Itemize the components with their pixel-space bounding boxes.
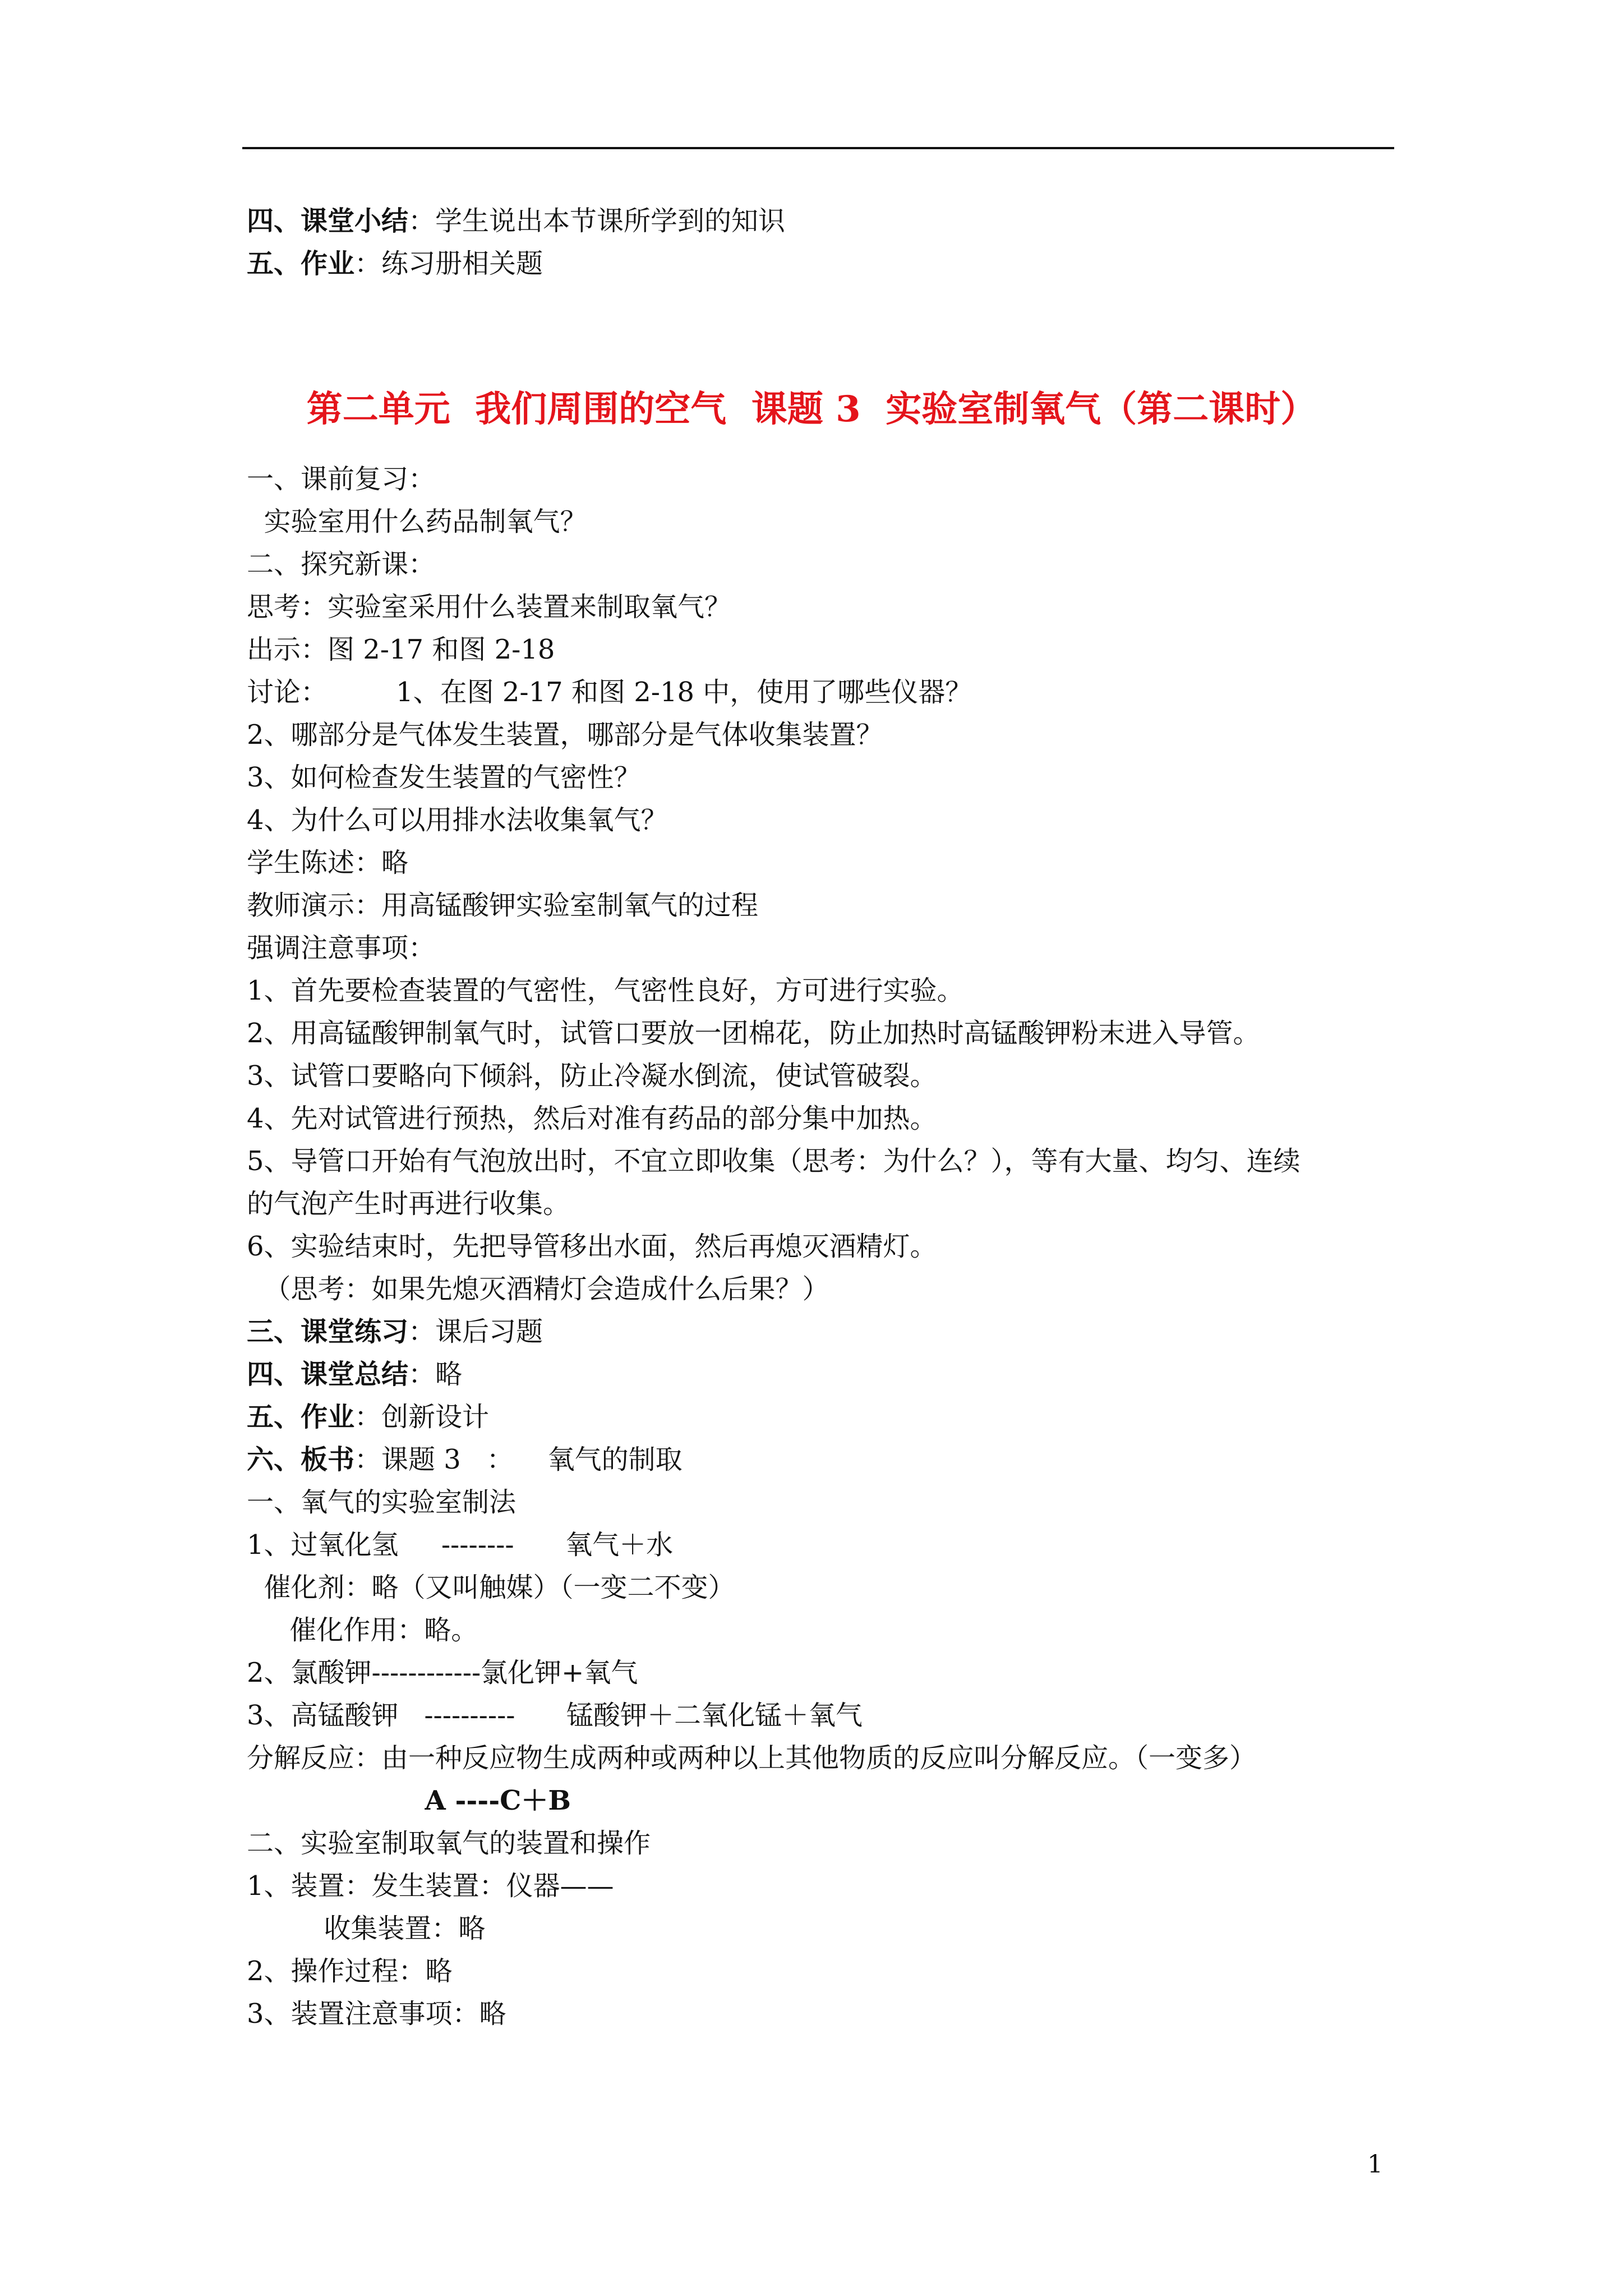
conclusion-text: ：略: [408, 1359, 463, 1390]
practice-line: [247, 1316, 543, 1347]
board-line: [247, 1444, 683, 1475]
body-line: 4、先对试管进行预热，然后对准有药品的部分集中加热。: [247, 1103, 937, 1134]
body-line: 6、实验结束时，先把导管移出水面，然后再熄灭酒精灯。: [247, 1231, 937, 1262]
body-line: 二、实验室制取氧气的装置和操作: [247, 1828, 651, 1859]
body-line: 强调注意事项：: [247, 932, 436, 964]
board-label: 六、板书: [247, 1444, 355, 1475]
body-line: 2、氯酸钾------------氯化钾+氧气: [247, 1657, 638, 1688]
homework-line: [247, 248, 543, 279]
reaction-formula: A ----C＋B: [247, 1785, 571, 1816]
assignment-line: [247, 1401, 489, 1433]
homework-label: 五、作业: [247, 248, 355, 279]
body-line: 催化剂：略（又叫触媒）（一变二不变）: [247, 1572, 735, 1603]
body-line: 的气泡产生时再进行收集。: [247, 1188, 570, 1220]
page-number: 1: [1367, 2150, 1383, 2179]
body-line: 2、用高锰酸钾制氧气时，试管口要放一团棉花，防止加热时高锰酸钾粉末进入导管。: [247, 1018, 1260, 1049]
body-line: 1、首先要检查装置的气密性，气密性良好，方可进行实验。: [247, 975, 964, 1006]
body-line: 5、导管口开始有气泡放出时，不宜立即收集（思考：为什么？），等有大量、均匀、连续: [247, 1145, 1301, 1177]
body-line: 催化作用：略。: [247, 1614, 478, 1646]
body-line: 1、过氧化氢 -------- 氧气＋水: [247, 1529, 674, 1561]
conclusion-line: [247, 1359, 462, 1390]
lesson-title: 第二单元 我们周围的空气 课题 3 实验室制氧气（第二课时）: [306, 388, 1317, 430]
summary-line: [247, 205, 785, 237]
assignment-text: ：创新设计: [354, 1401, 490, 1433]
body-line: 分解反应：由一种反应物生成两种或两种以上其他物质的反应叫分解反应。（一变多）: [247, 1742, 1257, 1774]
body-line: 一、课前复习：: [247, 463, 436, 495]
body-line: 出示：图 2-17 和图 2-18: [247, 634, 555, 665]
body-line: 1、装置：发生装置：仪器——: [247, 1870, 614, 1902]
body-line: 3、高锰酸钾 ---------- 锰酸钾＋二氧化锰＋氧气: [247, 1700, 863, 1731]
assignment-label: 五、作业: [247, 1401, 355, 1433]
body-line: 3、试管口要略向下倾斜，防止冷凝水倒流，使试管破裂。: [247, 1060, 937, 1092]
body-line: 讨论： 1、在图 2-17 和图 2-18 中，使用了哪些仪器？: [247, 677, 972, 708]
conclusion-label: 四、课堂总结: [247, 1359, 409, 1390]
summary-label: 四、课堂小结: [247, 205, 409, 237]
homework-text: ：练习册相关题: [354, 248, 543, 279]
header-rule: [242, 147, 1394, 149]
practice-text: ：课后习题: [408, 1316, 543, 1347]
body-line: 思考：实验室采用什么装置来制取氧气？: [247, 591, 732, 623]
summary-text: ：学生说出本节课所学到的知识: [408, 205, 786, 237]
body-line: 3、装置注意事项：略: [247, 1998, 506, 2030]
body-line: 2、操作过程：略: [247, 1955, 453, 1987]
board-text: ：课题 3 ： 氧气的制取: [354, 1444, 683, 1475]
body-line: 教师演示：用高锰酸钾实验室制氧气的过程: [247, 890, 759, 921]
body-line: 学生陈述：略: [247, 847, 409, 878]
body-line: 实验室用什么药品制氧气？: [247, 506, 587, 537]
body-line: 2、哪部分是气体发生装置，哪部分是气体收集装置？: [247, 719, 883, 751]
body-line: 二、探究新课：: [247, 549, 436, 580]
body-line: 收集装置：略: [247, 1913, 486, 1944]
body-line: 4、为什么可以用排水法收集氧气？: [247, 804, 668, 836]
body-line: 一、氧气的实验室制法: [247, 1487, 517, 1518]
practice-label: 三、课堂练习: [247, 1316, 409, 1347]
body-line: 3、如何检查发生装置的气密性？: [247, 762, 641, 793]
body-line: （思考：如果先熄灭酒精灯会造成什么后果？）: [247, 1273, 829, 1305]
